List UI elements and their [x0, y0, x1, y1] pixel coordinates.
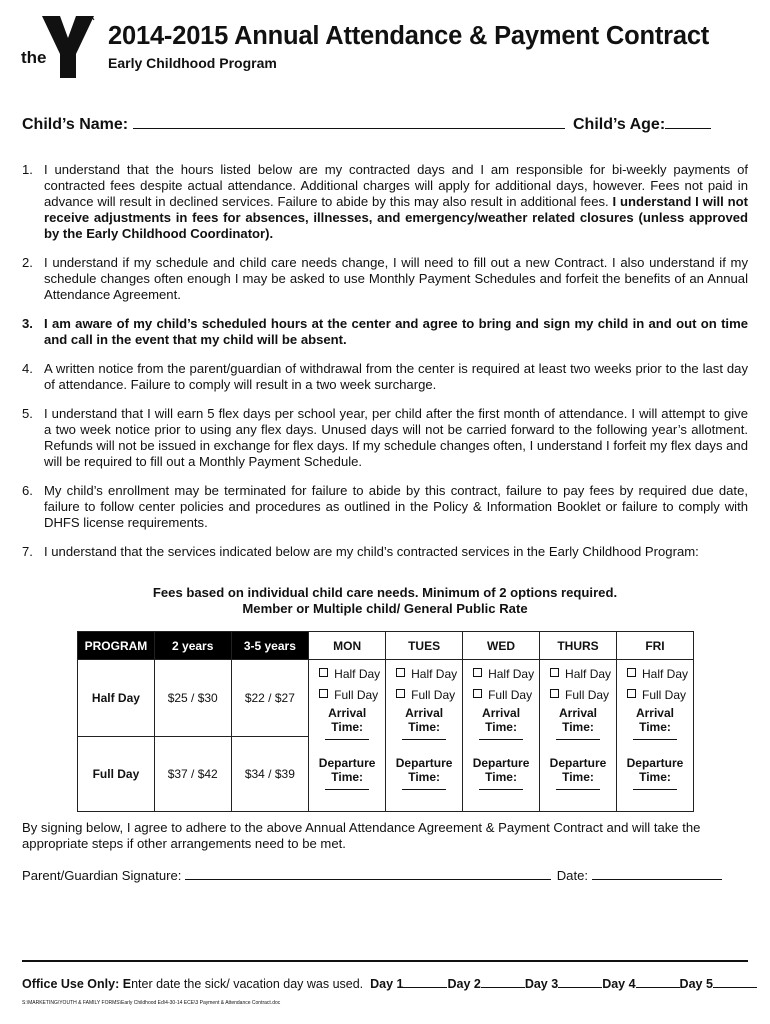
checkbox-icon[interactable] — [396, 668, 405, 677]
day-2-field[interactable] — [481, 976, 525, 988]
checkbox-icon[interactable] — [473, 668, 482, 677]
date-field[interactable] — [592, 867, 722, 880]
ymca-logo-mark — [20, 14, 98, 82]
checkbox-icon[interactable] — [473, 689, 482, 698]
time-label: Time: — [639, 720, 671, 734]
day-header-wed: WED — [463, 632, 540, 660]
mon-departure-field[interactable] — [325, 789, 369, 790]
rate-half-day-3-5yr: $22 / $27 — [231, 660, 309, 737]
agreement-text: By signing below, I agree to adhere to the above Annual Attendance Agreement & Payment Contract and will take the appropriate steps if other arrangements need to be met. — [22, 820, 701, 851]
term-bold-text: I am aware of my child’s scheduled hours at the center and agree to bring and sign my child in and out on time and call in the event that my child will be absent. — [44, 316, 748, 347]
time-label: Time: — [485, 720, 517, 734]
term-item — [22, 544, 748, 560]
term-number: 6. — [22, 483, 33, 498]
fri-slot — [616, 660, 693, 812]
time-label: Time: — [408, 770, 440, 784]
day-header-tues: TUES — [386, 632, 463, 660]
rate-full-day-3-5yr: $34 / $39 — [231, 737, 309, 812]
child-age-label: Child’s Age: — [573, 116, 666, 133]
day-4-label: Day 4 — [602, 977, 636, 991]
checkbox-icon[interactable] — [396, 689, 405, 698]
day-5-label: Day 5 — [679, 977, 713, 991]
term-item — [22, 316, 748, 348]
age-3-5-header: 3-5 years — [231, 632, 309, 660]
day-5-field[interactable] — [713, 976, 757, 988]
thurs-full-day-option[interactable]: Full Day — [540, 685, 616, 706]
day-4-field[interactable] — [636, 976, 680, 988]
signature-label: Parent/Guardian Signature: — [22, 868, 182, 883]
term-number: 3. — [22, 316, 33, 331]
divider — [22, 960, 748, 962]
date-label: Date: — [556, 868, 588, 883]
departure-label: Departure — [626, 756, 684, 770]
thurs-half-day-option[interactable]: Half Day — [540, 664, 616, 685]
child-name-label: Child’s Name: — [22, 116, 129, 133]
term-text: I understand that the hours listed below are my contracted days and I am responsible for bi-weekly payments of contracted fees despite actual attendance. Additional charges will apply for additional days, however. Fees not paid in advance will result in declined services. Failure to abide by this may also result in additional fees. — [44, 162, 748, 209]
checkbox-icon[interactable] — [319, 689, 328, 698]
office-instruction: nter date the sick/ vacation day was used. — [131, 977, 364, 991]
arrival-label: Arrival — [482, 706, 521, 720]
mon-half-day-option[interactable]: Half Day — [309, 664, 385, 685]
program-half-day: Half Day — [78, 660, 155, 737]
fees-subheading: Member or Multiple child/ General Public Rate — [242, 601, 528, 616]
wed-slot — [463, 660, 540, 812]
arrival-label: Arrival — [405, 706, 444, 720]
term-item — [22, 255, 748, 303]
term-item — [22, 361, 748, 393]
fri-departure-field[interactable] — [633, 789, 677, 790]
fri-half-day-option[interactable]: Half Day — [617, 664, 693, 685]
ymca-logo — [20, 14, 98, 82]
fees-heading: Fees based on individual child care needs. Minimum of 2 options required. — [152, 585, 618, 600]
tues-slot — [386, 660, 463, 812]
term-number: 5. — [22, 406, 33, 421]
term-bold-text: I understand I will not receive adjustments in fees for absences, illnesses, and emergency/weather related closures (unless approved by the Early Childhood Coordinator). — [44, 194, 748, 241]
schedule-table — [77, 631, 694, 812]
checkbox-icon[interactable] — [550, 668, 559, 677]
tues-departure-field[interactable] — [402, 789, 446, 790]
tues-half-day-option[interactable]: Half Day — [386, 664, 462, 685]
logo-mark-text: YMCA — [79, 59, 90, 75]
child-age-field[interactable] — [665, 114, 711, 129]
day-header-fri: FRI — [616, 632, 693, 660]
contract-terms — [22, 162, 748, 573]
arrival-label: Arrival — [328, 706, 367, 720]
wed-half-day-option[interactable]: Half Day — [463, 664, 539, 685]
time-label: Time: — [639, 770, 671, 784]
departure-label: Departure — [472, 756, 530, 770]
day-header-thurs: THURS — [540, 632, 617, 660]
thurs-departure-field[interactable] — [556, 789, 600, 790]
signature-line — [22, 867, 748, 883]
program-subtitle: Early Childhood Program — [108, 55, 277, 71]
day-header-mon: MON — [309, 632, 386, 660]
wed-departure-field[interactable] — [479, 789, 523, 790]
arrival-label: Arrival — [635, 706, 674, 720]
day-2-label: Day 2 — [447, 977, 481, 991]
office-use-label: Office Use Only: — [22, 977, 120, 991]
fri-full-day-option[interactable]: Full Day — [617, 685, 693, 706]
time-label: Time: — [485, 770, 517, 784]
time-label: Time: — [331, 720, 364, 734]
term-text: I understand that the services indicated below are my child’s contracted services in the Early Childhood Program: — [44, 544, 699, 559]
signature-field[interactable] — [185, 867, 551, 880]
program-header: PROGRAM — [78, 632, 155, 660]
time-label: Time: — [562, 720, 594, 734]
term-number: 1. — [22, 162, 33, 177]
checkbox-icon[interactable] — [550, 689, 559, 698]
office-use-line — [22, 976, 757, 991]
program-full-day: Full Day — [78, 737, 155, 812]
term-item — [22, 406, 748, 470]
tues-full-day-option[interactable]: Full Day — [386, 685, 462, 706]
day-1-field[interactable] — [403, 976, 447, 988]
departure-label: Departure — [549, 756, 607, 770]
time-label: Time: — [408, 720, 440, 734]
page-title: 2014-2015 Annual Attendance & Payment Contract — [108, 22, 710, 50]
term-text: I understand if my schedule and child care needs change, I will need to fill out a new Contract. I also understand if my schedule changes often enough I may be asked to use Monthly Payment Schedules and forfeit the benefits of an Annual Attendance Agreement. — [44, 255, 748, 302]
day-1-label: Day 1 — [370, 977, 404, 991]
term-text: A written notice from the parent/guardian of withdrawal from the center is required at least two weeks prior to the last day of attendance. Failure to comply will result in a two week surcharge. — [44, 361, 748, 392]
checkbox-icon[interactable] — [319, 668, 328, 677]
child-name-field[interactable] — [133, 114, 565, 129]
mon-slot — [309, 660, 386, 812]
rate-half-day-2yr: $25 / $30 — [154, 660, 231, 737]
departure-label: Departure — [318, 756, 376, 770]
term-item — [22, 483, 748, 531]
logo-word: the — [21, 48, 47, 67]
day-3-label: Day 3 — [524, 977, 559, 991]
departure-label: Departure — [395, 756, 453, 770]
time-label: Time: — [331, 770, 364, 784]
child-info-line — [22, 114, 712, 134]
term-text: I understand that I will earn 5 flex days per school year, per child after the first month of attendance. I will attempt to give a two week notice prior to using any flex days. Unused days will not be carried forward to the following year’s allotment. Refunds will not be issued in exchange for flex days. If my schedule changes often, I understand I forfeit my flex days and will be required to fill out a Monthly Payment Schedule. — [44, 406, 748, 469]
thurs-slot — [540, 660, 617, 812]
term-number: 7. — [22, 544, 33, 559]
term-item — [22, 162, 748, 242]
mon-full-day-option[interactable]: Full Day — [309, 685, 385, 706]
term-number: 2. — [22, 255, 33, 270]
day-3-field[interactable] — [558, 976, 602, 988]
rate-full-day-2yr: $37 / $42 — [154, 737, 231, 812]
term-number: 4. — [22, 361, 33, 376]
instruction-first-letter: E — [122, 977, 132, 991]
term-text: My child’s enrollment may be terminated for failure to abide by this contract, failure to pay fees by required due date, failure to follow center policies and procedures as outlined in the Policy & Information Booklet or failure to comply with DHFS license requirements. — [44, 483, 748, 530]
time-label: Time: — [562, 770, 594, 784]
checkbox-icon[interactable] — [627, 689, 636, 698]
age-2-header: 2 years — [154, 632, 231, 660]
arrival-label: Arrival — [558, 706, 598, 720]
wed-full-day-option[interactable]: Full Day — [463, 685, 539, 706]
checkbox-icon[interactable] — [627, 668, 636, 677]
file-path-footer: S:\MARKETING\YOUTH & FAMILY FORMS\Early Childhood Ed\4-30-14 ECE\3 Payment & Attendance Contract.doc — [22, 1000, 281, 1006]
